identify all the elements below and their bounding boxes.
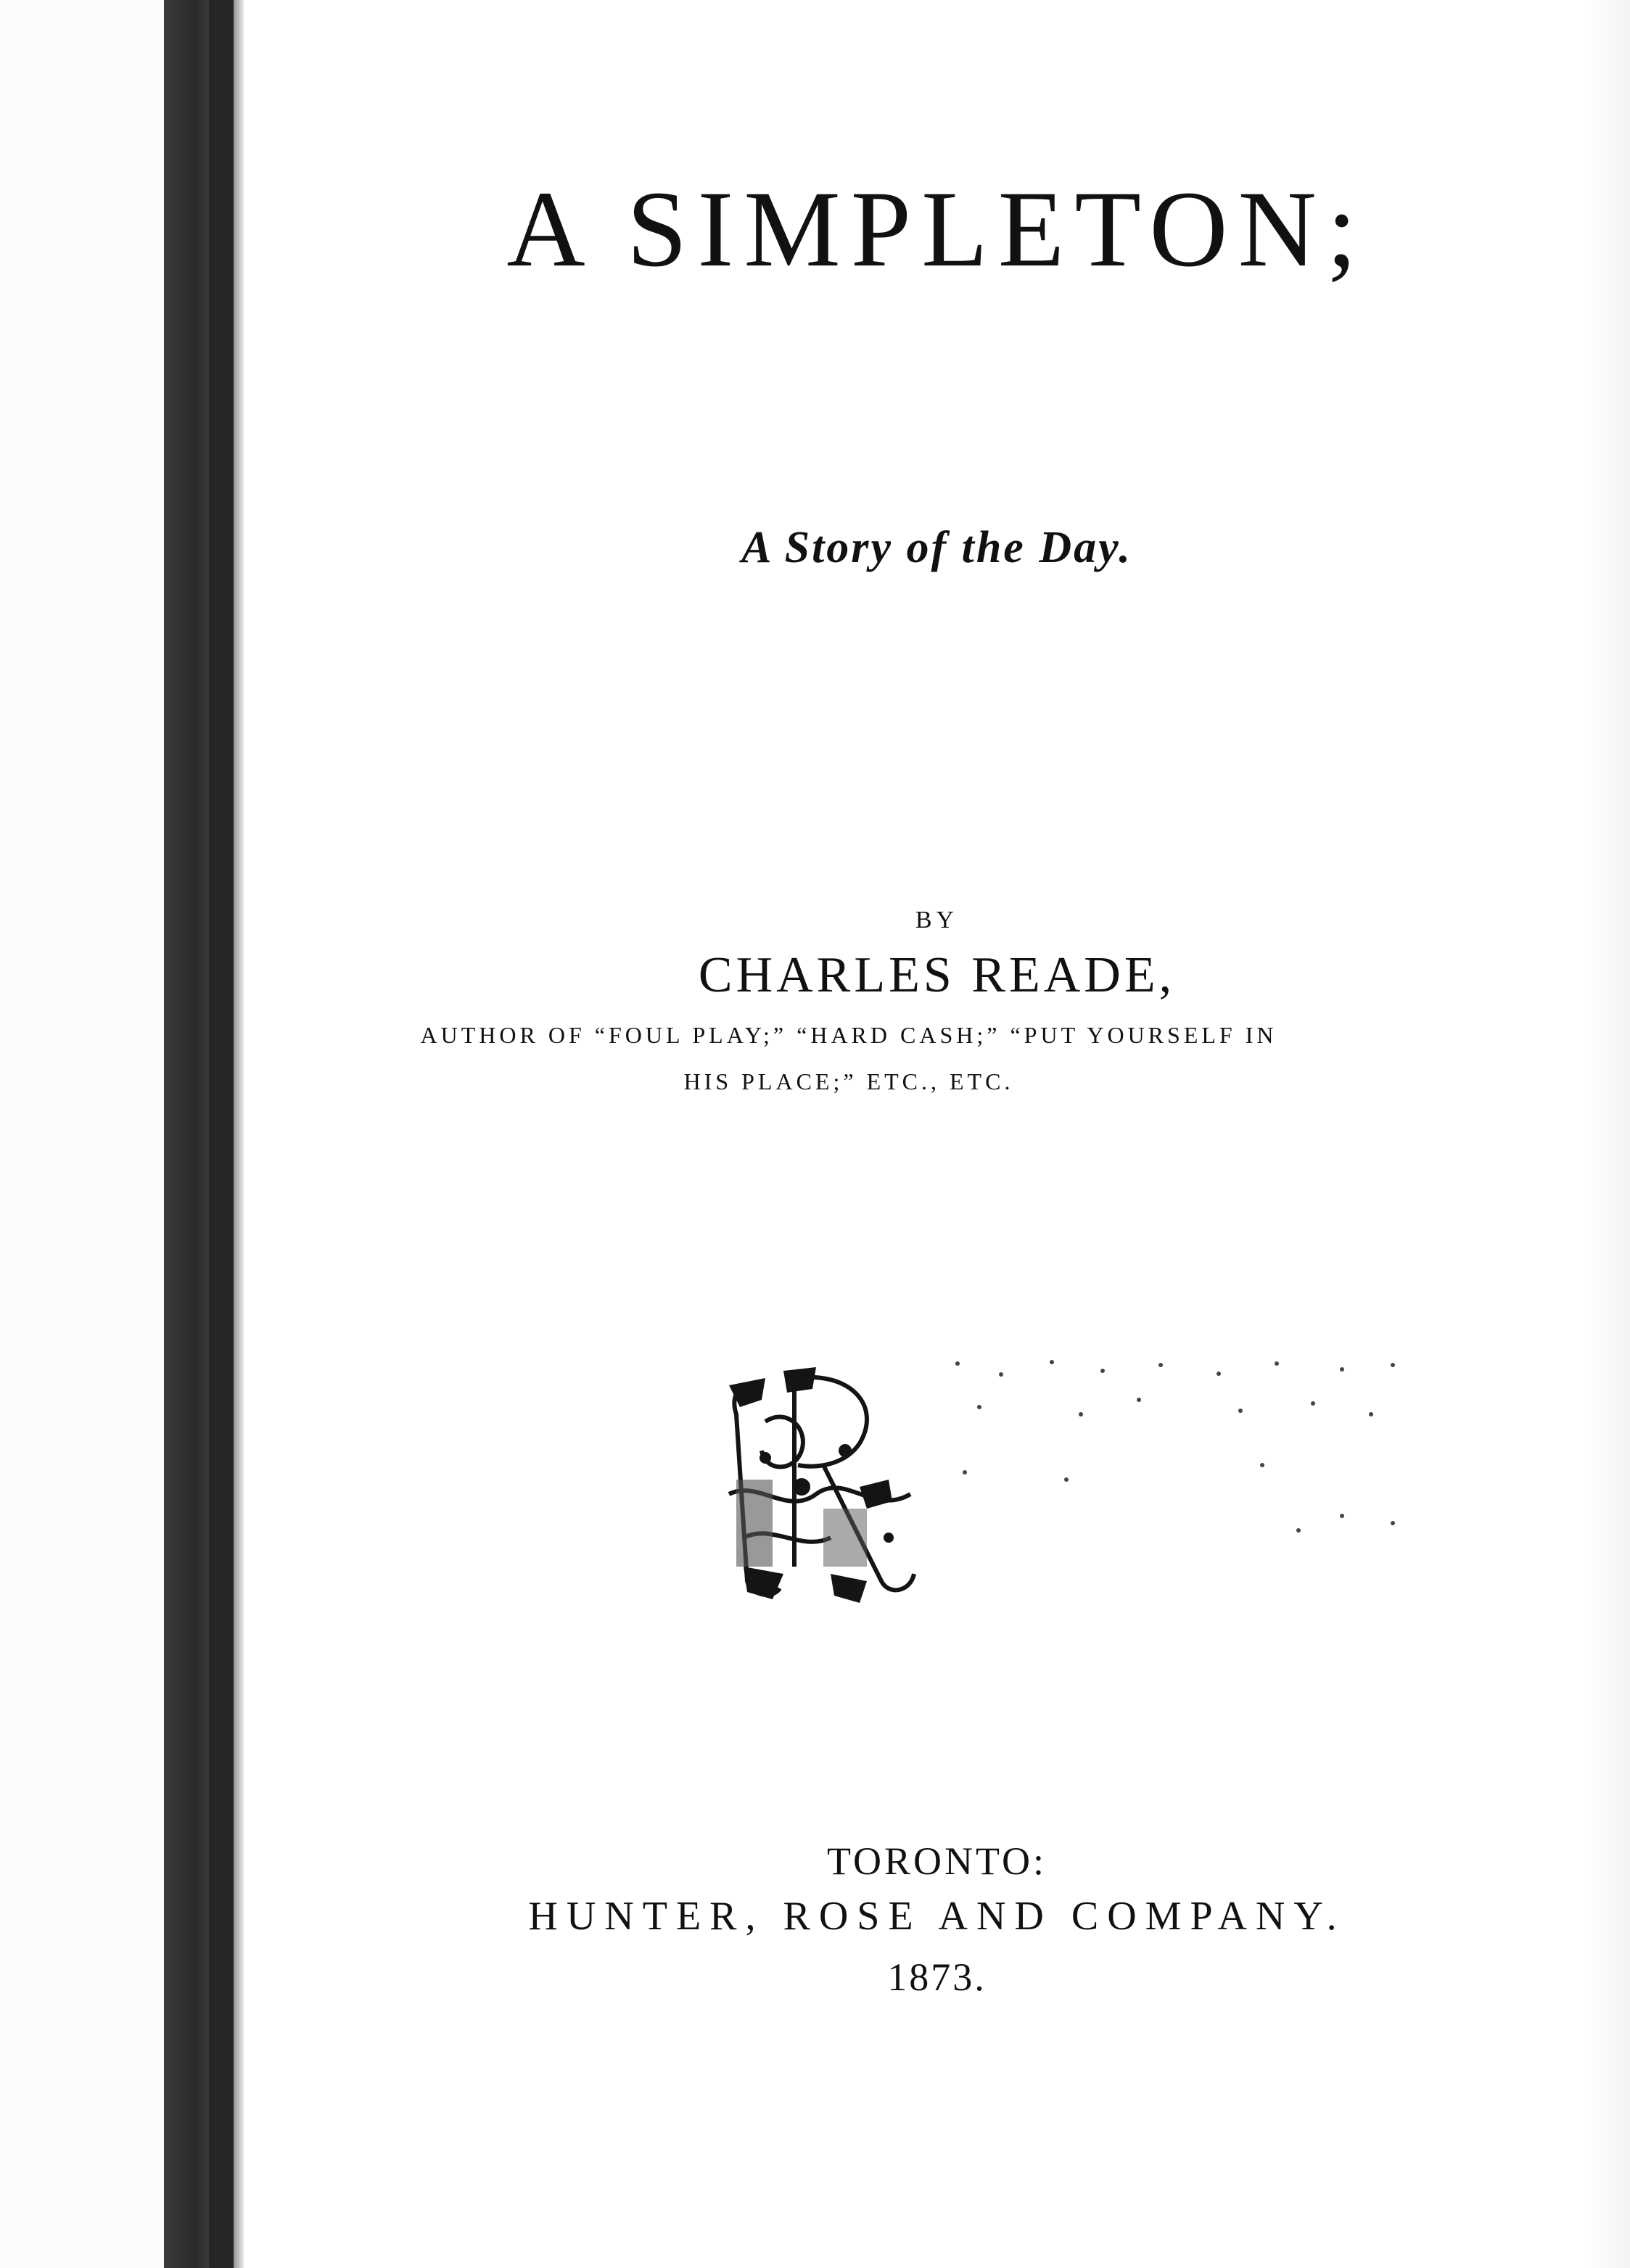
author-credits <box>276 1012 1422 1105</box>
book-subtitle: A Story of the Day. <box>741 523 1132 572</box>
author-name: CHARLES READE, <box>698 947 1176 1003</box>
author-credits-line: HIS PLACE;” ETC., ETC. <box>683 1068 1014 1094</box>
by-label: BY <box>915 907 959 933</box>
publication-place: TORONTO: <box>826 1839 1047 1883</box>
publisher-monogram-icon <box>715 1349 925 1610</box>
publisher-name: HUNTER, ROSE AND COMPANY. <box>528 1894 1346 1939</box>
author-credits-line: AUTHOR OF “FOUL PLAY;” “HARD CASH;” “PUT YOURSELF IN <box>420 1022 1277 1048</box>
book-title: A SIMPLETON; <box>506 169 1367 289</box>
ink-specks <box>936 1349 1415 1567</box>
left-page-margin <box>0 0 171 2268</box>
publication-year: 1873. <box>887 1955 987 1999</box>
book-gutter <box>209 0 234 2268</box>
